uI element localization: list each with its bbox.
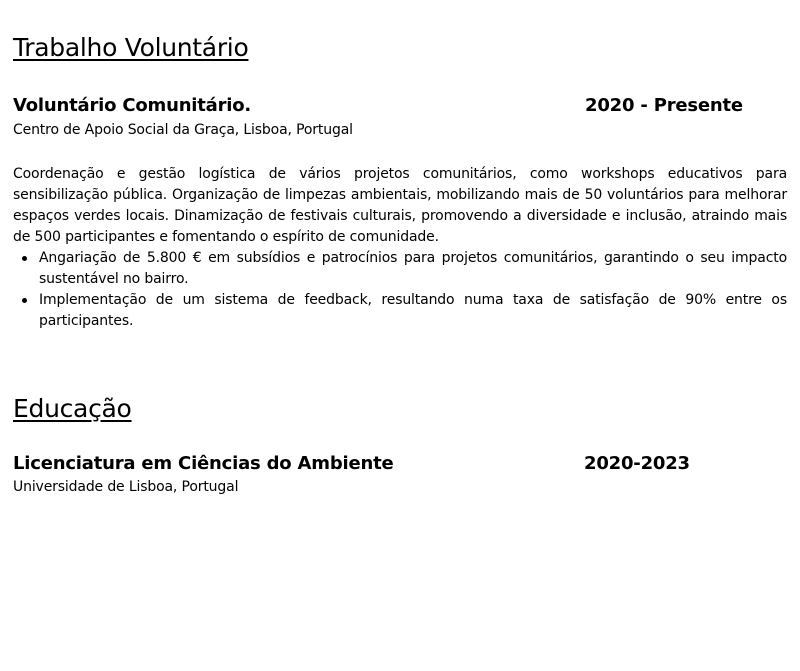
volunteer-organization: Centro de Apoio Social da Graça, Lisboa, Portugal [13,122,353,138]
education-degree: Licenciatura em Ciências do Ambiente [13,453,394,474]
volunteer-achievements [13,248,787,332]
achievement-item: Implementação de um sistema de feedback, resultando numa taxa de satisfação de 90% entre os participantes. [39,290,787,332]
volunteer-role-title: Voluntário Comunitário. [13,95,252,116]
volunteer-heading: Trabalho Voluntário [13,33,249,62]
volunteer-date: 2020 - Presente [585,95,743,116]
achievement-item: Angariação de 5.800 € em subsídios e patrocínios para projetos comunitários, garantindo o seu impacto sustentável no bairro. [39,248,787,290]
education-years: 2020-2023 [584,453,690,474]
volunteer-description: Coordenação e gestão logística de vários projetos comunitários, como workshops educativos para sensibilização pública. Organização de limpezas ambientais, mobilizando mais de 50 voluntários para melhorar espaços verdes locais. Dinamização de festivais culturais, promovendo a diversidade e inclusão, atraindo mais de 500 participantes e fomentando o espírito de comunidade. [13,166,787,245]
education-heading: Educação [13,394,132,423]
education-institution: Universidade de Lisboa, Portugal [13,479,239,495]
